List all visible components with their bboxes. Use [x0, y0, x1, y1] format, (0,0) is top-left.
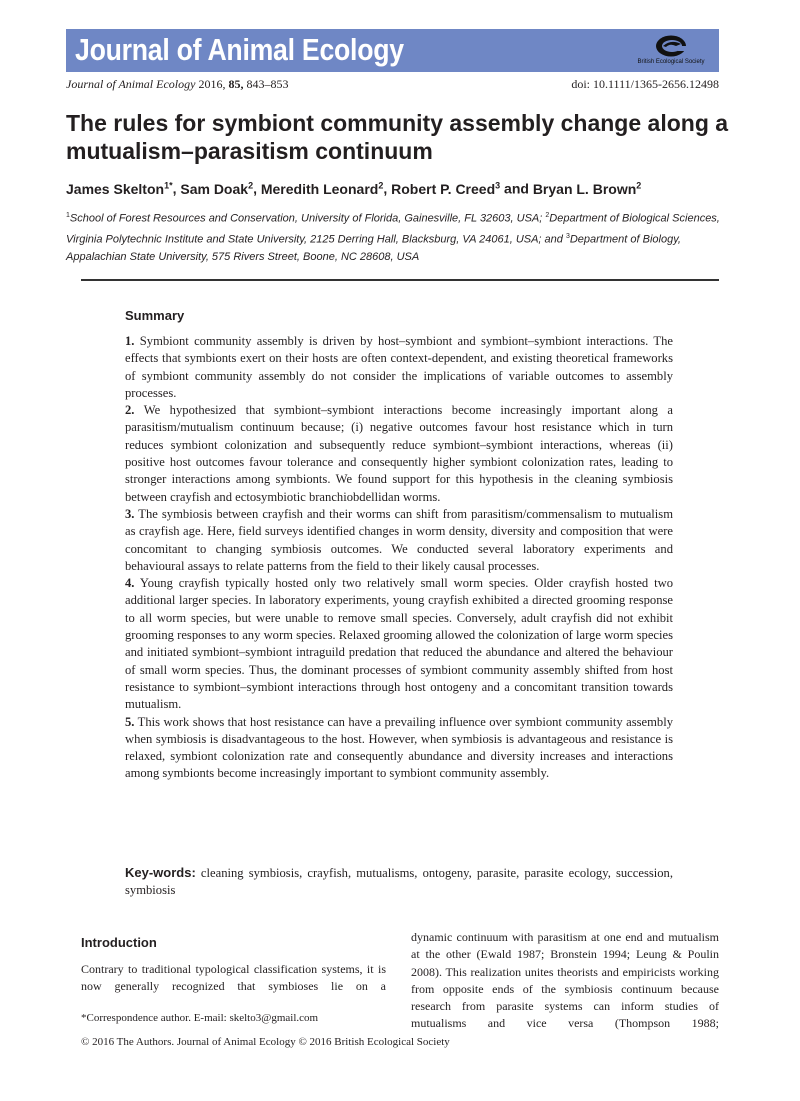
journal-name: Journal of Animal Ecology [75, 32, 404, 67]
citation-journal: Journal of Animal Ecology [66, 77, 196, 91]
summary-heading: Summary [125, 308, 185, 323]
british-ecological-society-logo-icon [654, 34, 688, 58]
summary-point: 2. We hypothesized that symbiont–symbiont interactions become increasingly important along a parasitism/mutualism continuum because; (i) negative outcomes favour host resistance which in turn reduces symbiont colonization and subsequently reduce symbiont–symbiont interactions, whereas (ii) positive host outcomes favour tolerance and consequently higher symbiont colonization rates, leading to stronger interactions among symbionts. We found support for this hypothesis in the cleaning symbiosis between crayfish and ectosymbiotic branchiobdellidan worms. [125, 403, 673, 504]
affiliation: Department of Biology, Appalachian State University, 575 Rivers Street, Boone, NC 28608, USA [66, 233, 681, 264]
summary-point: 4. Young crayfish typically hosted only two relatively small worm species. Older crayfish hosted two additional larger species. In laboratory experiments, young crayfish exhibited a directed grooming response to all worm species, but were unable to remove small species. Conversely, adult crayfish did not exhibit grooming responses to any worm species. Relaxed grooming allowed the colonization of large worm species and initiated symbiont–symbiont intraguild predation that reduced the abundance and altered the behaviour of small worm species. Thus, the dominant processes of symbiont community assembly shifted from host resistance to symbiont–symbiont interactions through host ontogeny and a concomitant transition towards mutualism. [125, 576, 673, 712]
author[interactable]: Meredith Leonard$^2$ [260, 180, 384, 197]
keywords-label: Key-words: [125, 865, 196, 880]
society-logo [631, 34, 711, 68]
author[interactable]: Sam Doak$^2$ [180, 180, 254, 197]
affiliation: Department of Biological Sciences, Virginia Polytechnic Institute and State University, 2125 Derring Hall, Blacksburg, VA 24061, USA; and [66, 212, 720, 246]
author[interactable]: James Skelton$^{1*}$ [66, 180, 173, 197]
keywords [125, 864, 673, 900]
citation-volume: 85, [228, 77, 244, 91]
doi[interactable]: doi: 10.1111/1365-2656.12498 [571, 77, 719, 91]
affiliation: School of Forest Resources and Conservation, University of Florida, Gainesville, FL 32603, USA; [69, 212, 546, 225]
author-list: James Skelton$^{1*}$, Sam Doak$^2$, Meredith Leonard$^2$, Robert P. Creed$^3$ and Bryan L. Brown$^2$ [66, 180, 642, 197]
keywords-list: cleaning symbiosis, crayfish, mutualisms, ontogeny, parasite, parasite ecology, succession, symbiosis [125, 866, 673, 898]
citation-year: 2016, [198, 77, 226, 91]
article-title: The rules for symbiont community assembly change along a mutualism–parasitism continuum [66, 110, 729, 164]
summary-point: 1. Symbiont community assembly is driven by host–symbiont and symbiont–symbiont interactions. The effects that symbionts exert on their hosts are often context-dependent, and existing theoretical frameworks of symbiont community assembly do not consider the implications of variable outcomes to assembly processes. [125, 334, 673, 400]
header-divider [81, 279, 719, 281]
introduction-right-column: dynamic continuum with parasitism at one end and mutualism at the other (Ewald 1987; Bronstein 1994; Leung & Poulin 2008). This realization unites theorists and empiricists working from opposite ends of the symbiosis continuum because research from parasite systems can inform studies of mutualisms and vice versa (Thompson 1988; [411, 930, 719, 1031]
copyright-notice: © 2016 The Authors. Journal of Animal Ecology © 2016 British Ecological Society [81, 1036, 450, 1048]
summary-point: 5. This work shows that host resistance can have a prevailing influence over symbiont community assembly when symbiosis is disadvantageous to the host. However, when symbiosis is advantageous and resistance is relaxed, symbiont colonization rate and consequently abundance and diversity increases and interactions among symbionts become increasingly important to symbiont community assembly. [125, 714, 673, 781]
correspondence-footnote: *Correspondence author. E-mail: skelto3@gmail.com [81, 1012, 319, 1024]
summary-body [125, 333, 673, 783]
introduction-heading: Introduction [81, 935, 157, 950]
citation-pages: 843–853 [246, 77, 289, 91]
introduction-left-column: Contrary to traditional typological classification systems, it is now generally recognized that symbioses lie on a [81, 962, 386, 994]
affiliations: $^1$School of Forest Resources and Conservation, University of Florida, Gainesville, FL 32603, USA; $^2$Department of Biological Sciences, Virginia Polytechnic Institute and State University, 2125 Derring Hall, Blacksburg, VA 24061, USA; and $^3$Department of Biology, Appalachian State University, 575 Rivers Street, Boone, NC 28608, USA [66, 212, 720, 264]
society-name: British Ecological Society [637, 59, 705, 65]
summary-point: 3. The symbiosis between crayfish and their worms can shift from parasitism/commensalism to mutualism as crayfish age. Here, field surveys identified changes in worm density, diversity and composition that were concomitant to changing symbiosis outcomes. We conducted several laboratory experiments and behavioural assays to relate patterns from the field to their likely causal processes. [125, 506, 673, 573]
author[interactable]: Robert P. Creed$^3$ [391, 180, 501, 197]
author[interactable]: Bryan L. Brown$^2$ [532, 180, 642, 197]
journal-citation [66, 77, 288, 92]
journal-banner [66, 29, 719, 72]
